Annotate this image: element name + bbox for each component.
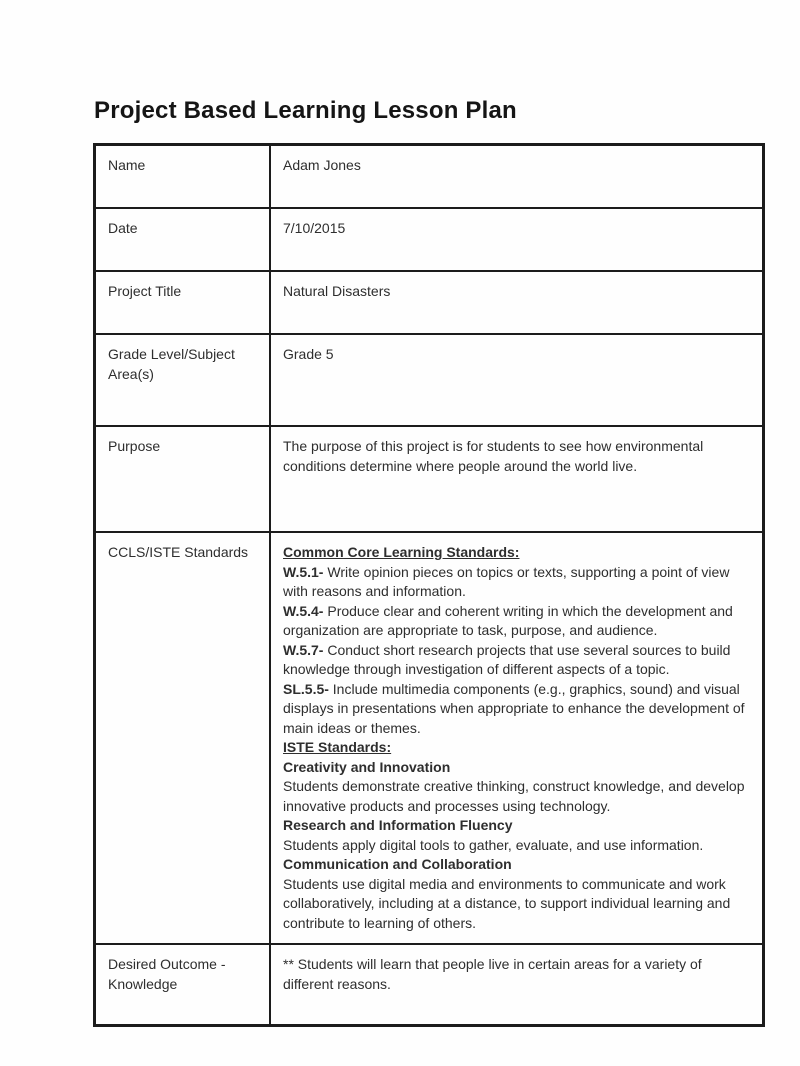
standard-text: Produce clear and coherent writing in which the development and organization are appropriate to task, purpose, and audience. — [283, 602, 733, 638]
row-label-name: Name — [95, 145, 271, 209]
ccls-heading: Common Core Learning Standards: — [283, 544, 520, 560]
table-row-date — [95, 208, 764, 271]
standard-item — [283, 641, 749, 680]
row-value-date: 7/10/2015 — [270, 208, 764, 271]
row-label-standards: CCLS/ISTE Standards — [95, 532, 271, 944]
standard-text: Write opinion pieces on topics or texts, supporting a point of view with reasons and information. — [283, 563, 730, 599]
row-label-project-title: Project Title — [95, 271, 271, 334]
table-row-project-title — [95, 271, 764, 334]
row-value-purpose: The purpose of this project is for students to see how environmental conditions determine where people around the world live. — [270, 426, 764, 532]
lesson-plan-table — [93, 143, 765, 1027]
row-value-name: Adam Jones — [270, 145, 764, 209]
row-label-purpose: Purpose — [95, 426, 271, 532]
standard-item — [283, 563, 749, 602]
row-value-project-title: Natural Disasters — [270, 271, 764, 334]
standard-code: W.5.7- — [283, 641, 324, 658]
row-label-grade-level: Grade Level/Subject Area(s) — [95, 334, 271, 426]
standard-code: SL.5.5- — [283, 680, 329, 697]
table-row-desired-outcome — [95, 944, 764, 1026]
table-row-grade-level — [95, 334, 764, 426]
standard-text: Conduct short research projects that use several sources to build knowledge through investigation of different aspects of a topic. — [283, 641, 731, 677]
row-value-grade-level: Grade 5 — [270, 334, 764, 426]
row-value-standards — [270, 532, 764, 944]
iste-item-text: Students demonstrate creative thinking, construct knowledge, and develop innovative products and processes using technology. — [283, 778, 745, 814]
standard-item — [283, 602, 749, 641]
iste-item-heading: Communication and Collaboration — [283, 856, 512, 872]
standard-code: W.5.4- — [283, 602, 324, 619]
table-row-standards — [95, 532, 764, 944]
table-row-purpose — [95, 426, 764, 532]
table-row-name — [95, 145, 764, 209]
row-label-desired-outcome: Desired Outcome - Knowledge — [95, 944, 271, 1026]
row-value-desired-outcome: ** Students will learn that people live in certain areas for a variety of different reasons. — [270, 944, 764, 1026]
page-title: Project Based Learning Lesson Plan — [94, 97, 517, 124]
iste-item-heading: Creativity and Innovation — [283, 758, 451, 775]
iste-item-text: Students apply digital tools to gather, evaluate, and use information. — [283, 836, 704, 853]
iste-item-heading: Research and Information Fluency — [283, 817, 513, 833]
standard-code: W.5.1- — [283, 563, 324, 580]
standard-text: Include multimedia components (e.g., graphics, sound) and visual displays in presentations when appropriate to enhance the development of main ideas or themes. — [283, 680, 745, 736]
iste-item-text: Students use digital media and environments to communicate and work collaboratively, including at a distance, to support individual learning and contribute to learning of others. — [283, 875, 731, 931]
standard-item — [283, 680, 749, 739]
row-label-date: Date — [95, 208, 271, 271]
iste-heading: ISTE Standards: — [283, 739, 392, 755]
